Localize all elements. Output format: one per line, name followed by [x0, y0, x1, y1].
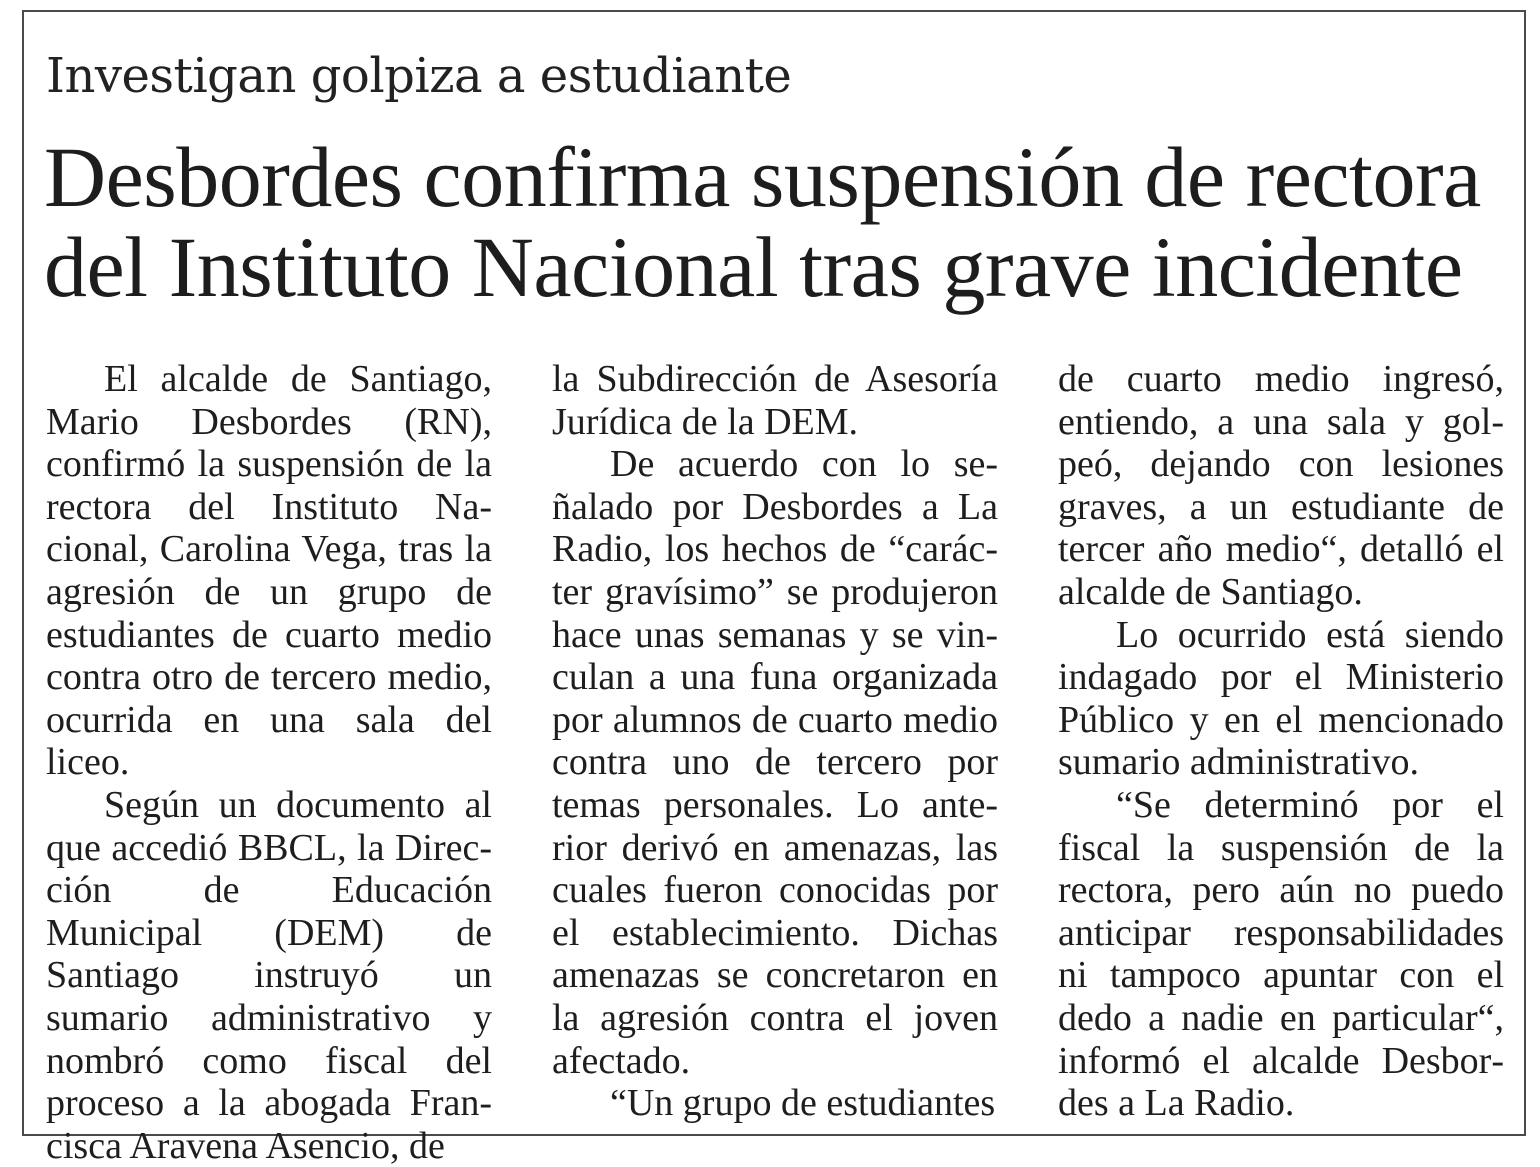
headline — [44, 129, 1514, 315]
column-1 — [46, 358, 492, 1167]
paragraph-continued: de cuarto medio ingresó, entiendo, a una sala y golpeó, dejando con lesiones graves, a un estudiante de tercer año medio“, detalló el alcalde de Santiago. — [1058, 358, 1504, 613]
headline-line-2: del Instituto Nacional tras grave incidente — [44, 219, 1463, 315]
paragraph: El alcalde de Santiago, Mario Desbordes (RN), confirmó la suspensión de la rectora del Instituto Nacional, Carolina Vega, tras la agresión de un grupo de estudiantes de cuarto medio contra otro de tercero medio, ocurrida en una sala del liceo. — [46, 358, 492, 784]
column-2 — [552, 358, 998, 1125]
headline-line-1: Desbordes confirma suspensión de rectora — [44, 129, 1481, 225]
column-3 — [1058, 358, 1504, 1125]
paragraph: De acuerdo con lo señalado por Desbordes a La Radio, los hechos de “carácter gravísimo” se produjeron hace unas semanas y se vinculan a una funa organizada por alumnos de cuarto medio contra uno de tercero por temas personales. Lo anterior derivó en amenazas, las cuales fueron conocidas por el establecimiento. Dichas amenazas se concretaron en la agresión contra el joven afectado. — [552, 443, 998, 1082]
paragraph: Lo ocurrido está siendo indagado por el Ministerio Público y en el mencionado sumario administrativo. — [1058, 613, 1504, 784]
kicker: Investigan golpiza a estudiante — [46, 48, 792, 104]
paragraph: “Se determinó por el fiscal la suspensión de la rectora, pero aún no puedo anticipar responsabilidades ni tampoco apuntar con el dedo a nadie en particular“, informó el alcalde Desbordes a La Radio. — [1058, 783, 1504, 1125]
paragraph-continued: la Subdirección de Asesoría Jurídica de la DEM. — [552, 358, 998, 443]
paragraph: “Un grupo de estudiantes — [610, 1082, 996, 1125]
paragraph: Según un documento al que accedió BBCL, la Dirección de Educación Municipal (DEM) de Santiago instruyó un sumario administrativo y nombró como fiscal del proceso a la abogada Francisca Aravena Asencio, de — [46, 783, 492, 1167]
